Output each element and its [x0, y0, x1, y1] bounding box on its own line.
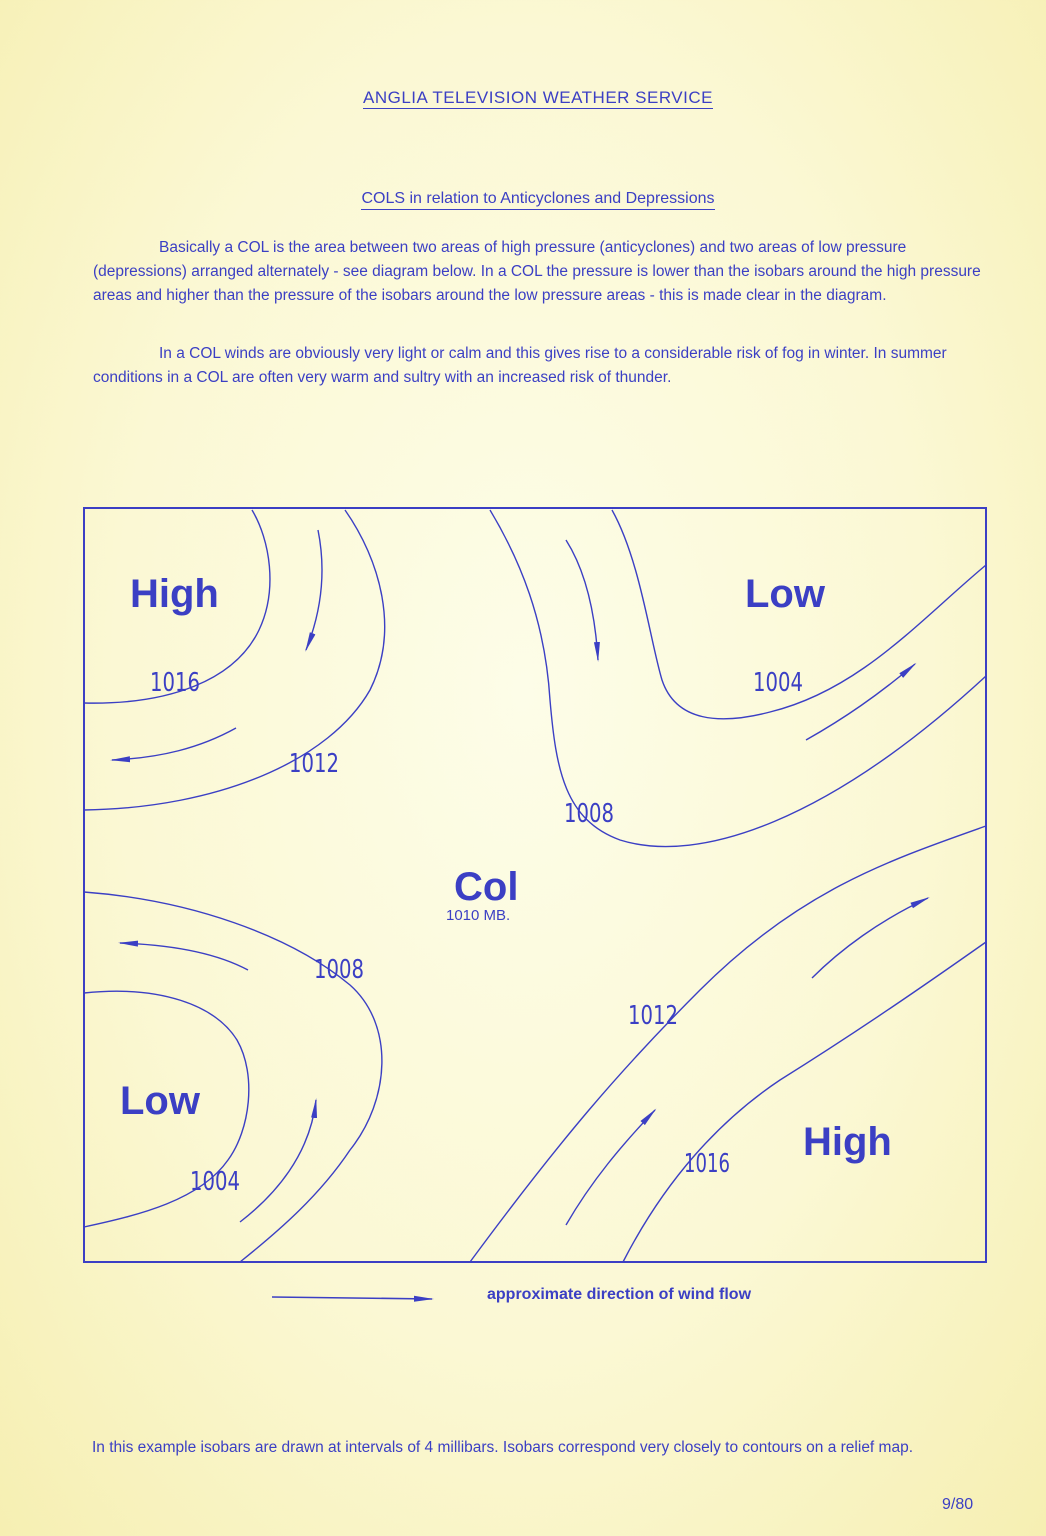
isobar-bl-outer [84, 892, 382, 1262]
isobar-label-1012-br: 1012 [628, 1001, 678, 1031]
paragraph-1: Basically a COL is the area between two areas of high pressure (anticyclones) and two areas of low pressure (depressions) arranged alternately - see diagram below. In a COL the pressure is lower than the isobars around the high pressure areas and higher than the pressure of the isobars around the low pressure areas - this is made clear in the diagram. [93, 239, 981, 304]
wind-arrow-tl-left [112, 728, 236, 760]
label-high-top-left: High [130, 572, 219, 616]
isobar-label-1004-bl: 1004 [190, 1167, 240, 1197]
isobar-label-1004-tr: 1004 [753, 668, 803, 698]
isobar-label-1008-bl: 1008 [314, 955, 364, 985]
isobar-label-1012-tl: 1012 [289, 749, 339, 779]
paragraph-2: In a COL winds are obviously very light or calm and this gives rise to a considerable risk of fog in winter. In summer conditions in a COL are often very warm and sultry with an increased risk of thunder. [93, 345, 947, 386]
isobar-label-1008-tr: 1008 [564, 799, 614, 829]
wind-arrow-bl-left [120, 943, 248, 970]
subtitle-text: COLS in relation to Anticyclones and Depressions [361, 190, 714, 210]
isobar-br-inner [623, 942, 986, 1262]
label-high-bottom-right: High [803, 1120, 892, 1164]
footnote: In this example isobars are drawn at intervals of 4 millibars. Isobars correspond very closely to contours on a relief map. [92, 1439, 914, 1456]
wind-arrow-bl-up [240, 1100, 316, 1222]
isobar-tr-outer [490, 510, 986, 847]
label-col-value: 1010 MB. [446, 907, 511, 924]
wind-arrow-tr-right [806, 664, 915, 740]
isobar-label-1016-br: 1016 [684, 1149, 730, 1179]
wind-arrow-br-up [566, 1110, 655, 1225]
page-number: 9/80 [942, 1496, 974, 1513]
label-low-top-right: Low [745, 572, 825, 616]
legend-arrow [272, 1297, 432, 1299]
label-col: Col [454, 865, 519, 909]
isobar-label-1016-tl: 1016 [150, 668, 200, 698]
label-low-bottom-left: Low [120, 1079, 200, 1123]
isobar-br-outer [470, 826, 986, 1262]
wind-arrow-tl-right [306, 530, 322, 650]
wind-arrow-br-right [812, 898, 928, 978]
legend-label: approximate direction of wind flow [487, 1286, 752, 1303]
header-text: ANGLIA TELEVISION WEATHER SERVICE [363, 88, 713, 107]
isobar-tl-outer [84, 510, 385, 810]
wind-arrow-tr-down [566, 540, 598, 660]
